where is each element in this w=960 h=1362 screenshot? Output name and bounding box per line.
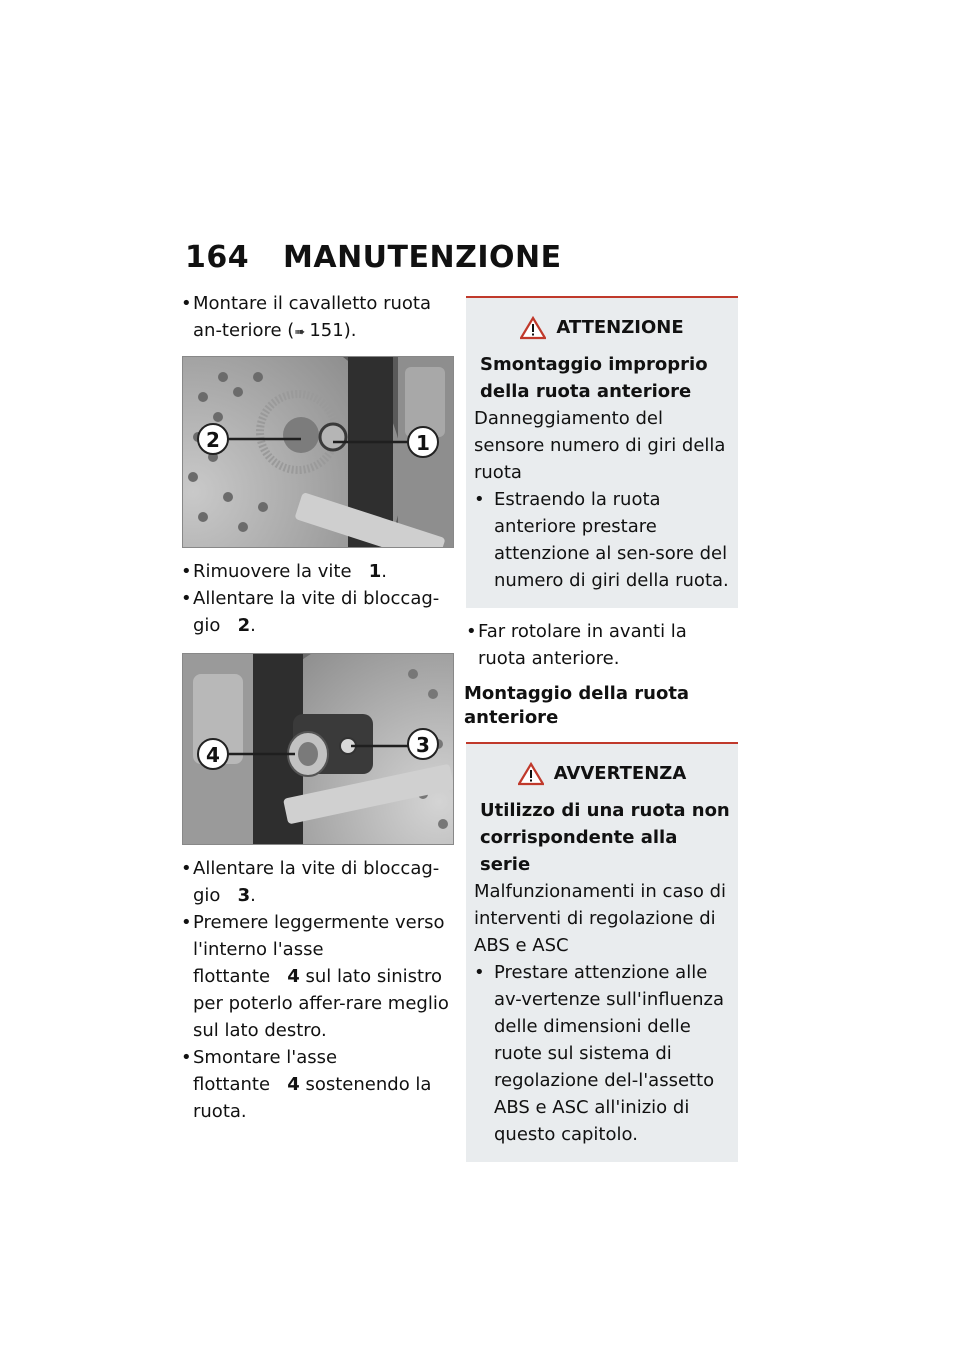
photo-axle-screws-image bbox=[183, 357, 453, 547]
step-loosen-clamp-2: • Allentare la vite di bloccag-gio 2. bbox=[181, 588, 440, 636]
page-ref-link[interactable]: 151 bbox=[309, 320, 344, 341]
attention-box bbox=[466, 296, 738, 608]
warning-triangle-icon bbox=[520, 316, 546, 340]
page-number: 164 bbox=[185, 240, 250, 275]
attention-label: ATTENZIONE bbox=[556, 317, 684, 338]
photo-floating-axle bbox=[182, 653, 454, 845]
warning-body: Malfunzionamenti in caso di interventi di regolazione di ABS e ASC bbox=[474, 881, 727, 956]
section-title-mounting: Montaggio della ruota anteriore bbox=[464, 683, 690, 728]
photo-axle-screws bbox=[182, 356, 454, 548]
callout-label-3: 3 bbox=[416, 733, 430, 757]
callout-label-2: 2 bbox=[206, 428, 220, 452]
attention-heading: Smontaggio improprio della ruota anteriore bbox=[480, 354, 708, 402]
step-roll-wheel: • Far rotolare in avanti la ruota anteriore. bbox=[466, 621, 687, 669]
attention-body: Danneggiamento del sensore numero di giri della ruota bbox=[474, 408, 726, 483]
page-title: MANUTENZIONE bbox=[283, 240, 562, 275]
arrow-ref-icon: ➠ bbox=[294, 325, 310, 340]
warning-heading: Utilizzo di una ruota non corrispondente alla serie bbox=[480, 800, 730, 875]
photo-floating-axle-image bbox=[183, 654, 453, 844]
warning-bullet: • Prestare attenzione alle av-vertenze sull'influenza delle dimensioni delle ruote sul sistema di regolazione del-l'assetto ABS e ASC all'inizio di questo capitolo. bbox=[474, 962, 724, 1145]
right-column bbox=[466, 296, 738, 1172]
callout-label-1: 1 bbox=[416, 431, 430, 455]
page-header bbox=[185, 240, 562, 275]
warning-label: AVVERTENZA bbox=[553, 763, 687, 784]
attention-bullet: • Estraendo la ruota anteriore prestare attenzione al sen-sore del numero di giri della ruota. bbox=[474, 489, 729, 591]
step-loosen-clamp-3: • Allentare la vite di bloccag-gio 3. bbox=[181, 858, 440, 906]
step-press-axle: • Premere leggermente verso l'interno l'asse flottante 4 sul lato sinistro per poterlo affer-rare meglio sul lato destro. bbox=[181, 912, 449, 1041]
callout-label-4: 4 bbox=[206, 743, 220, 767]
step-remove-screw: • Rimuovere la vite 1. bbox=[181, 561, 387, 582]
step-remove-axle: • Smontare l'asse flottante 4 sostenendo la ruota. bbox=[181, 1047, 432, 1122]
warning-triangle-icon bbox=[518, 762, 544, 786]
left-column bbox=[181, 290, 453, 1125]
warning-box bbox=[466, 742, 738, 1162]
step-mount-stand: • Montare il cavalletto ruota an-teriore (➠ 151). bbox=[181, 293, 432, 341]
